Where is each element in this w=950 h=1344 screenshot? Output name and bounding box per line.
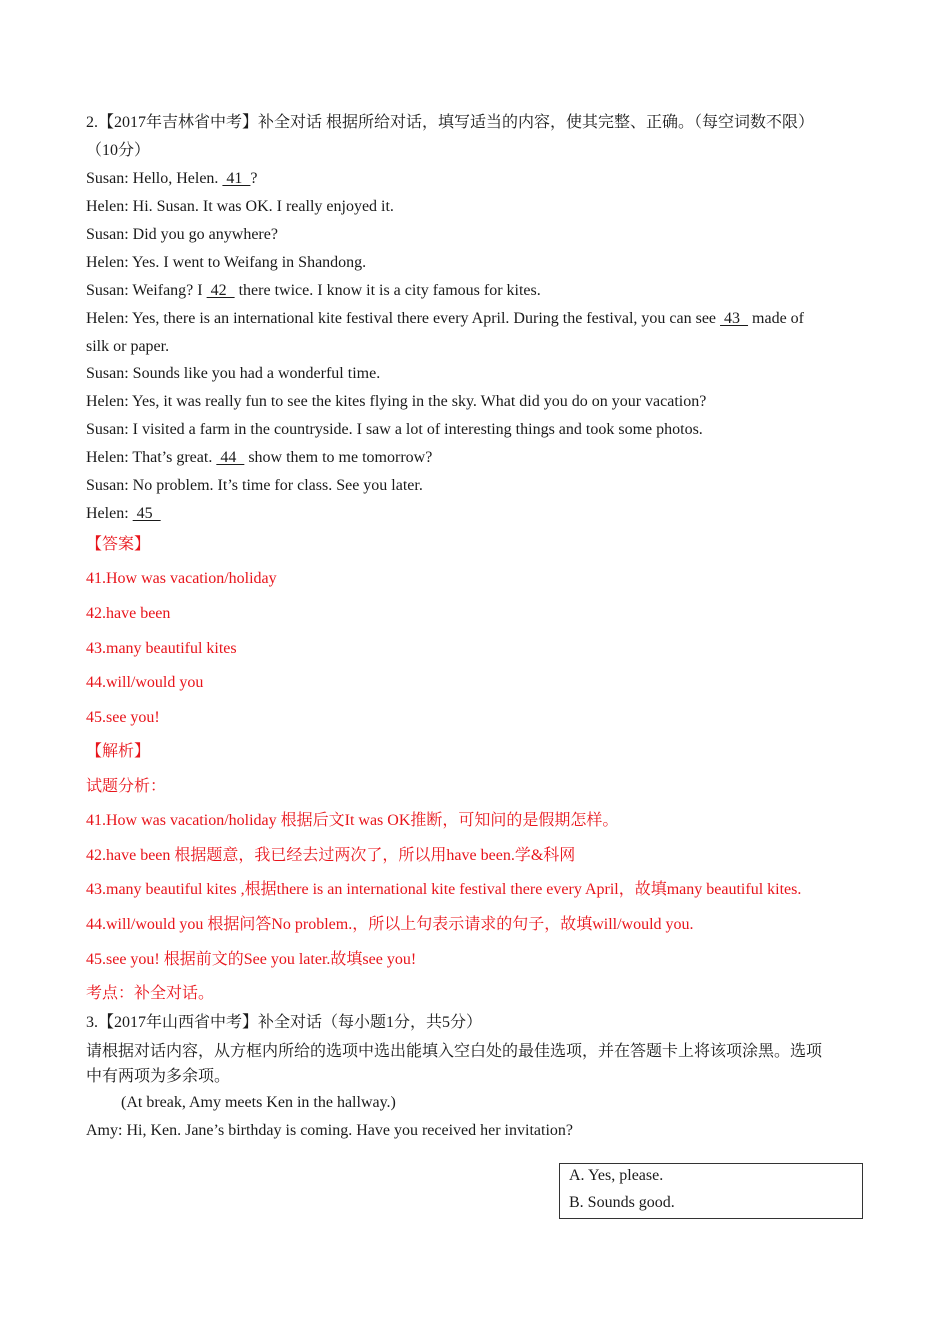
option-a: A. Yes, please. <box>569 1167 664 1184</box>
blank-43: 43 <box>720 310 749 327</box>
dialogue-line: Susan: Weifang? I 42 there twice. I know it is a city famous for kites. <box>86 282 541 299</box>
analysis-item: 41.How was vacation/holiday 根据后文It was OK推断，可知问的是假期怎样。 <box>86 812 619 829</box>
blank-42: 42 <box>206 282 235 299</box>
answer-item: 44.will/would you <box>86 674 204 691</box>
q3-header: 3.【2017年山西省中考】补全对话（每小题1分，共5分） <box>86 1014 483 1031</box>
analysis-intro: 试题分析： <box>86 778 167 795</box>
dialogue-line: Helen: That’s great. 44 show them to me tomorrow? <box>86 449 433 466</box>
blank-45: 45 <box>132 505 161 522</box>
analysis-heading: 【解析】 <box>86 743 151 760</box>
dialogue-line: Susan: I visited a farm in the countryside. I saw a lot of interesting things and took some photos. <box>86 421 703 438</box>
analysis-item: 43.many beautiful kites ,根据there is an international kite festival there every April，故填many beautiful kites. <box>86 881 802 898</box>
dialogue-line: Susan: Did you go anywhere? <box>86 226 278 243</box>
q3-scene: (At break, Amy meets Ken in the hallway.) <box>121 1094 396 1111</box>
analysis-item: 42.have been 根据题意，我已经去过两次了，所以用have been.学&科网 <box>86 847 576 864</box>
q2-points: （10分） <box>86 142 151 159</box>
answer-item: 45.see you! <box>86 709 160 726</box>
dialogue-line: Helen: Yes, there is an international kite festival there every April. During the festival, you can see 43 made of <box>86 310 805 327</box>
q3-instruction: 请根据对话内容，从方框内所给的选项中选出能填入空白处的最佳选项，并在答题卡上将该项涂黑。选项 <box>86 1043 823 1060</box>
blank-41: 41 <box>222 170 251 187</box>
dialogue-line: Helen: Yes. I went to Weifang in Shandong. <box>86 254 367 271</box>
q3-instruction: 中有两项为多余项。 <box>86 1068 231 1085</box>
dialogue-line: Helen: 45 <box>86 505 161 522</box>
q2-header: 2.【2017年吉林省中考】补全对话 根据所给对话，填写适当的内容，使其完整、正确。（每空词数不限） <box>86 114 815 131</box>
blank-44: 44 <box>216 449 245 466</box>
analysis-item: 44.will/would you 根据问答No problem.，所以上句表示请求的句子，故填will/would you. <box>86 916 694 933</box>
dialogue-line: Susan: Hello, Helen. 41 ? <box>86 170 258 187</box>
options-box <box>559 1163 863 1219</box>
dialogue-line: Helen: Yes, it was really fun to see the kites flying in the sky. What did you do on your vacation? <box>86 393 707 410</box>
q3-dialogue-line: Amy: Hi, Ken. Jane’s birthday is coming. Have you received her invitation? <box>86 1122 573 1139</box>
option-b: B. Sounds good. <box>569 1194 675 1211</box>
kaodian: 考点：补全对话。 <box>86 985 215 1002</box>
answer-item: 41.How was vacation/holiday <box>86 570 277 587</box>
dialogue-line: Helen: Hi. Susan. It was OK. I really enjoyed it. <box>86 198 394 215</box>
analysis-item: 45.see you! 根据前文的See you later.故填see you! <box>86 951 417 968</box>
answer-heading: 【答案】 <box>86 536 151 553</box>
answer-item: 43.many beautiful kites <box>86 640 237 657</box>
dialogue-line: Susan: Sounds like you had a wonderful time. <box>86 365 381 382</box>
dialogue-line: Susan: No problem. It’s time for class. See you later. <box>86 477 423 494</box>
answer-item: 42.have been <box>86 605 171 622</box>
dialogue-line: silk or paper. <box>86 338 170 355</box>
